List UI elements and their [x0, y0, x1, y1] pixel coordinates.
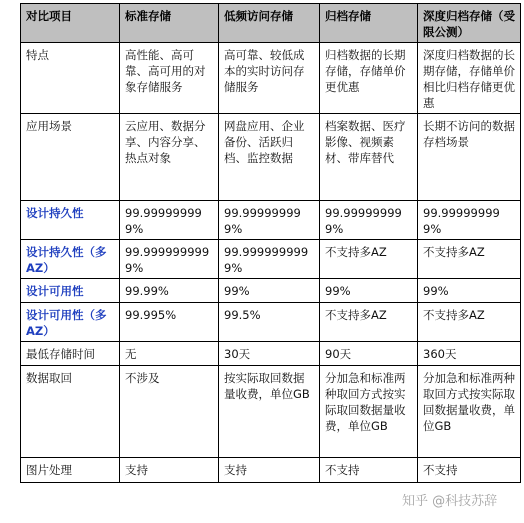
- table-cell: 99.999999999%: [320, 201, 418, 240]
- table-cell: 不支持多AZ: [320, 303, 418, 342]
- table-cell: 不支持多AZ: [320, 240, 418, 279]
- table-row: [21, 303, 521, 342]
- row-label: 最低存储时间: [21, 342, 120, 366]
- table-cell: 99%: [320, 279, 418, 303]
- table-cell: 99.999999999%: [120, 201, 219, 240]
- table-cell: 99.999999999%: [219, 201, 320, 240]
- table-row: [21, 43, 521, 114]
- table-cell: 99%: [219, 279, 320, 303]
- table-cell: 归档数据的长期存储，存储单价更优惠: [320, 43, 418, 114]
- comparison-table: [20, 3, 521, 483]
- table-cell: 30天: [219, 342, 320, 366]
- table-cell: 高可靠、较低成本的实时访问存储服务: [219, 43, 320, 114]
- table-row: [21, 201, 521, 240]
- row-label: 特点: [21, 43, 120, 114]
- table-cell: 深度归档数据的长期存储，存储单价相比归档存储更优惠: [418, 43, 521, 114]
- header-compare-item: 对比项目: [21, 4, 120, 43]
- table-row: [21, 240, 521, 279]
- table-cell: 按实际取回数据量收费，单位GB: [219, 366, 320, 458]
- table-cell: 分加急和标准两种取回方式按实际取回数据量收费，单位GB: [418, 366, 521, 458]
- watermark: 知乎 @科技苏辞: [402, 494, 498, 509]
- table-cell: 99.99%: [120, 279, 219, 303]
- row-label: 设计持久性（多AZ）: [21, 240, 120, 279]
- row-label: 图片处理: [21, 458, 120, 483]
- table-row: [21, 458, 521, 483]
- header-deep-archive-storage: 深度归档存储（受限公测）: [418, 4, 521, 43]
- table-row: [21, 114, 521, 201]
- table-cell: 不支持多AZ: [418, 303, 521, 342]
- table-row: [21, 342, 521, 366]
- table-cell: 99%: [418, 279, 521, 303]
- table-cell: 90天: [320, 342, 418, 366]
- table-cell: 不支持: [418, 458, 521, 483]
- table-cell: 云应用、数据分享、内容分享、热点对象: [120, 114, 219, 201]
- row-label: 设计持久性: [21, 201, 120, 240]
- table-cell: 不支持多AZ: [418, 240, 521, 279]
- table-cell: 分加急和标准两种取回方式按实际取回数据量收费，单位GB: [320, 366, 418, 458]
- table-cell: 99.9999999999%: [120, 240, 219, 279]
- table-cell: 99.995%: [120, 303, 219, 342]
- row-label: 设计可用性（多AZ）: [21, 303, 120, 342]
- header-standard-storage: 标准存储: [120, 4, 219, 43]
- header-infrequent-access-storage: 低频访问存储: [219, 4, 320, 43]
- row-label: 应用场景: [21, 114, 120, 201]
- header-row: [21, 4, 521, 43]
- table-cell: 99.999999999%: [418, 201, 521, 240]
- table-cell: 99.5%: [219, 303, 320, 342]
- table-cell: 网盘应用、企业备份、活跃归档、监控数据: [219, 114, 320, 201]
- table-cell: 不支持: [320, 458, 418, 483]
- row-label: 设计可用性: [21, 279, 120, 303]
- table-cell: 档案数据、医疗影像、视频素材、带库替代: [320, 114, 418, 201]
- table-cell: 360天: [418, 342, 521, 366]
- table-cell: 长期不访问的数据存档场景: [418, 114, 521, 201]
- table-cell: 99.9999999999%: [219, 240, 320, 279]
- table-cell: 无: [120, 342, 219, 366]
- row-label: 数据取回: [21, 366, 120, 458]
- table-cell: 高性能、高可靠、高可用的对象存储服务: [120, 43, 219, 114]
- table-cell: 支持: [120, 458, 219, 483]
- header-archive-storage: 归档存储: [320, 4, 418, 43]
- table-cell: 支持: [219, 458, 320, 483]
- table-row: [21, 366, 521, 458]
- table-row: [21, 279, 521, 303]
- table-cell: 不涉及: [120, 366, 219, 458]
